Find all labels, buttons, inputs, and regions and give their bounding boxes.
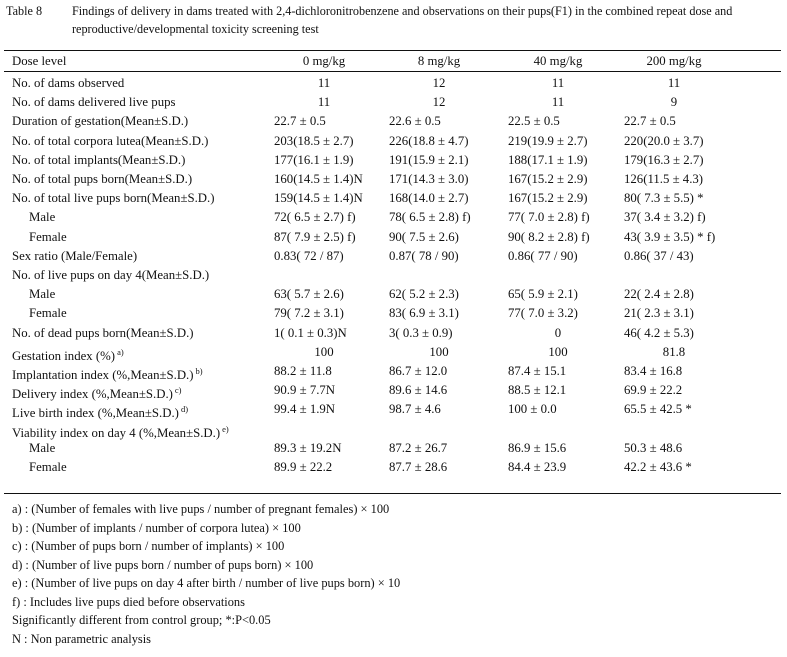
footnote-marker: e)	[222, 423, 229, 434]
table-cell: 3( 0.3 ± 0.9)	[389, 325, 453, 340]
footnote: e) : (Number of live pups on day 4 after birth / number of live pups born) × 10	[12, 576, 401, 590]
table-cell: 22( 2.4 ± 2.8)	[624, 287, 694, 302]
row-label	[29, 439, 55, 458]
header-dose-200: 200 mg/kg	[646, 54, 702, 68]
header-dose-0: 0 mg/kg	[302, 54, 346, 68]
footnote-marker: b)	[195, 366, 203, 376]
row-label	[12, 324, 194, 343]
table-cell: 100	[314, 344, 334, 359]
table-cell: 167(15.2 ± 2.9)	[508, 191, 588, 206]
table-cell: 21( 2.3 ± 3.1)	[624, 306, 694, 321]
row-label	[12, 247, 137, 266]
footnotes	[12, 500, 400, 648]
footnote: N : Non parametric analysis	[12, 631, 152, 646]
table-cell: 72( 6.5 ± 2.7) f)	[274, 210, 356, 225]
table-cell: 179(16.3 ± 2.7)	[624, 152, 704, 167]
table-cell: 0	[554, 325, 562, 340]
table-cell: 100	[429, 344, 449, 359]
table-cell: 226(18.8 ± 4.7)	[389, 133, 469, 148]
footnote: d) : (Number of live pups born / number of pups born) × 100	[12, 557, 314, 572]
row-label	[12, 74, 124, 93]
row-label	[29, 208, 55, 227]
row-label-text: Male	[29, 287, 56, 302]
table-cell: 167(15.2 ± 2.9)	[508, 172, 588, 186]
table-cell: 191(15.9 ± 2.1)	[389, 152, 469, 167]
table-cell: 90.9 ± 7.7N	[274, 383, 336, 398]
table-cell: 65.5 ± 42.5 *	[624, 402, 692, 417]
table-cell: 87( 7.9 ± 2.5) f)	[274, 229, 356, 244]
table-cell: 11	[551, 95, 565, 110]
table-cell: 160(14.5 ± 1.4)N	[274, 172, 363, 186]
table-bottom-rule	[4, 493, 781, 494]
row-label	[29, 304, 67, 323]
footnote: f) : Includes live pups died before observations	[12, 594, 245, 609]
row-label	[12, 189, 215, 208]
table-cell: 87.4 ± 15.1	[508, 364, 567, 378]
header-dose-40: 40 mg/kg	[533, 54, 583, 68]
table-title: Findings of delivery in dams treated with 2,4-dichloronitrobenzene and observations on their pups(F1) in the combined repeat dose and reproductive/developmental toxicity screening test	[72, 4, 733, 36]
row-label-text: No. of total live pups born(Mean±S.D.)	[12, 191, 215, 206]
row-label-text: No. of live pups on day 4(Mean±S.D.)	[12, 268, 210, 282]
table-cell: 87.7 ± 28.6	[389, 460, 448, 474]
header-dose-8: 8 mg/kg	[417, 54, 461, 68]
table-cell: 12	[432, 76, 446, 90]
row-label-text: Live birth index (%,Mean±S.D.)	[12, 406, 179, 421]
table-cell: 88.2 ± 11.8	[274, 364, 332, 378]
table-cell: 11	[551, 76, 565, 90]
table-cell: 171(14.3 ± 3.0)	[389, 172, 469, 186]
table-cell: 77( 7.0 ± 2.8) f)	[508, 210, 590, 225]
row-label-text: No. of total corpora lutea(Mean±S.D.)	[12, 133, 209, 148]
table-cell: 100 ± 0.0	[508, 402, 557, 417]
row-label-text: No. of total implants(Mean±S.D.)	[12, 152, 186, 167]
row-label-text: Implantation index (%,Mean±S.D.)	[12, 368, 194, 382]
row-label-text: Male	[29, 210, 56, 225]
table-cell: 9	[670, 95, 678, 110]
table-cell: 99.4 ± 1.9N	[274, 402, 336, 417]
table-cell: 37( 3.4 ± 3.2) f)	[624, 210, 706, 225]
table-cell: 83( 6.9 ± 3.1)	[389, 306, 459, 321]
table-cell: 88.5 ± 12.1	[508, 383, 567, 398]
table-cell: 126(11.5 ± 4.3)	[624, 172, 704, 186]
table-cell: 12	[432, 95, 446, 110]
table-cell: 89.6 ± 14.6	[389, 383, 448, 398]
row-label	[29, 458, 67, 477]
row-label-text: Viability index on day 4 (%,Mean±S.D.)	[12, 425, 221, 440]
table-cell: 0.86( 77 / 90)	[508, 248, 578, 263]
table-cell: 22.7 ± 0.5	[624, 114, 676, 129]
row-label-text: No. of dams delivered live pups	[12, 95, 176, 110]
table-cell: 43( 3.9 ± 3.5) * f)	[624, 229, 716, 244]
table-cell: 159(14.5 ± 1.4)N	[274, 191, 363, 206]
row-label-text: No. of total pups born(Mean±S.D.)	[12, 172, 193, 186]
row-label-text: Female	[29, 229, 67, 244]
table-cell: 11	[317, 95, 331, 110]
table-cell: 220(20.0 ± 3.7)	[624, 133, 704, 148]
table-cell: 42.2 ± 43.6 *	[624, 460, 692, 474]
row-label	[12, 266, 209, 285]
table-cell: 50.3 ± 48.6	[624, 440, 683, 455]
table-cell: 87.2 ± 26.7	[389, 440, 448, 455]
table-cell: 90( 8.2 ± 2.8) f)	[508, 229, 590, 244]
table-number: Table 8	[6, 4, 43, 18]
footnote: a) : (Number of females with live pups / number of pregnant females) × 100	[12, 502, 390, 516]
row-label	[12, 93, 175, 112]
row-label-text: No. of dams observed	[12, 76, 125, 90]
row-label	[12, 132, 208, 151]
row-label	[29, 285, 55, 304]
row-label	[12, 151, 185, 170]
table-cell: 89.9 ± 22.2	[274, 460, 333, 474]
row-label-text: Male	[29, 440, 56, 455]
row-label-text: Sex ratio (Male/Female)	[12, 248, 138, 263]
table-cell: 65( 5.9 ± 2.1)	[508, 287, 578, 302]
table-cell: 46( 4.2 ± 5.3)	[624, 325, 694, 340]
table-header-rule	[4, 71, 781, 72]
footnote-marker: a)	[117, 346, 124, 357]
table-cell: 0.83( 72 / 87)	[274, 248, 344, 263]
table-cell: 22.7 ± 0.5	[274, 114, 326, 129]
row-label-text: No. of dead pups born(Mean±S.D.)	[12, 325, 194, 340]
table-cell: 81.8	[662, 344, 686, 359]
table-cell: 84.4 ± 23.9	[508, 460, 567, 474]
table-cell: 11	[317, 76, 331, 90]
table-cell: 100	[548, 344, 568, 359]
table-top-rule	[4, 50, 781, 51]
row-label	[12, 112, 188, 131]
table-cell: 177(16.1 ± 1.9)	[274, 152, 354, 167]
row-label-text: Female	[29, 306, 67, 321]
table-cell: 22.6 ± 0.5	[389, 114, 441, 129]
row-label-text: Delivery index (%,Mean±S.D.)	[12, 387, 173, 402]
table-cell: 89.3 ± 19.2N	[274, 440, 342, 455]
footnote-marker: c)	[174, 385, 182, 396]
table-cell: 11	[667, 76, 681, 90]
table-cell: 79( 7.2 ± 3.1)	[274, 306, 344, 321]
table-cell: 78( 6.5 ± 2.8) f)	[389, 210, 471, 225]
table-cell: 86.9 ± 15.6	[508, 440, 567, 455]
table-cell: 0.86( 37 / 43)	[624, 248, 694, 263]
table-cell: 83.4 ± 16.8	[624, 364, 683, 378]
table-cell: 77( 7.0 ± 3.2)	[508, 306, 578, 321]
footnote: c) : (Number of pups born / number of implants) × 100	[12, 539, 285, 553]
row-label	[12, 170, 192, 189]
table-cell: 203(18.5 ± 2.7)	[274, 133, 354, 148]
table-cell: 0.87( 78 / 90)	[389, 248, 459, 263]
row-label-text: Duration of gestation(Mean±S.D.)	[12, 114, 189, 129]
table-cell: 90( 7.5 ± 2.6)	[389, 229, 459, 244]
row-label	[29, 228, 67, 247]
table-cell: 63( 5.7 ± 2.6)	[274, 287, 344, 302]
table-cell: 168(14.0 ± 2.7)	[389, 191, 469, 206]
header-dose-level: Dose level	[12, 54, 67, 68]
footnote: Significantly different from control group; *:P<0.05	[12, 613, 271, 627]
table-cell: 62( 5.2 ± 2.3)	[389, 287, 459, 302]
table-cell: 188(17.1 ± 1.9)	[508, 152, 588, 167]
footnote-marker: d)	[180, 404, 189, 415]
table-cell: 1( 0.1 ± 0.3)N	[274, 325, 347, 340]
table-cell: 98.7 ± 4.6	[389, 402, 441, 417]
table-cell: 69.9 ± 22.2	[624, 383, 683, 398]
table-cell: 86.7 ± 12.0	[389, 364, 448, 378]
footnote: b) : (Number of implants / number of corpora lutea) × 100	[12, 520, 301, 535]
table-cell: 22.5 ± 0.5	[508, 114, 560, 129]
table-cell: 80( 7.3 ± 5.5) *	[624, 191, 704, 206]
row-label-text: Female	[29, 460, 67, 474]
row-label-text: Gestation index (%)	[12, 348, 116, 363]
table-cell: 219(19.9 ± 2.7)	[508, 133, 588, 148]
